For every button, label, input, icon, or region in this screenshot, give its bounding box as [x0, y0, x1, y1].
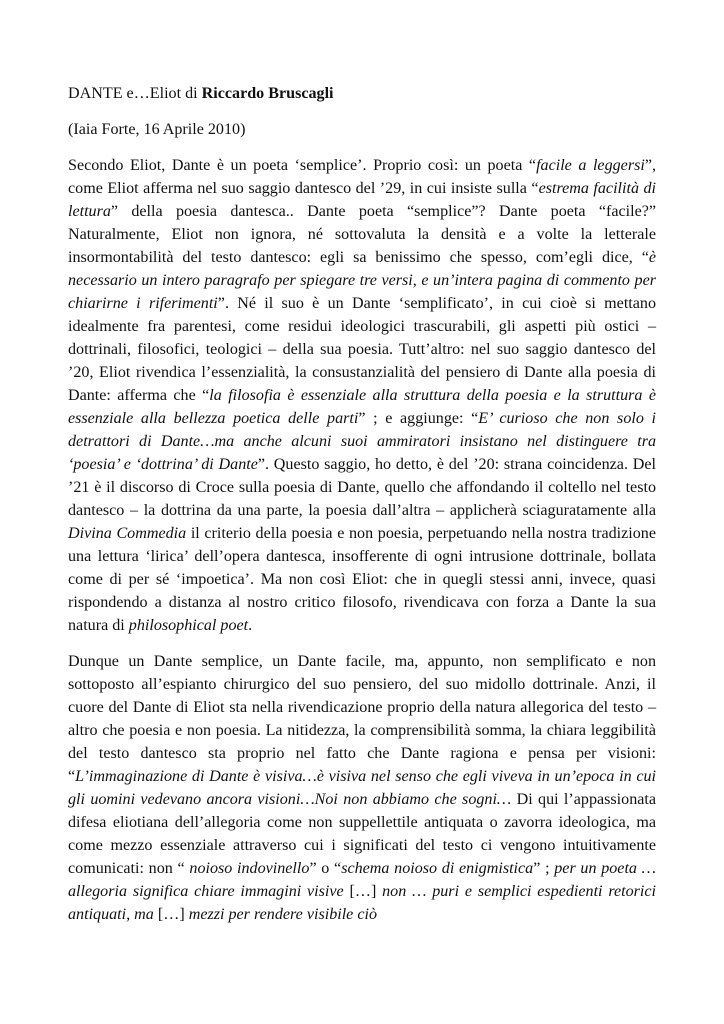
quote-run: E’ curioso che non solo i detrattori di Dante…ma anche alcuni suoi ammiratori insistano nel distinguere tra ‘poesia’ e ‘dottrina’ di Dante: [68, 410, 656, 473]
text-run: ” ; e aggiunge: “: [358, 410, 479, 427]
quote-run: la filosofia è essenziale alla struttura della poesia e la struttura è essenziale alla bellezza poetica delle parti: [68, 387, 656, 427]
text-run: […]: [153, 906, 189, 923]
text-run: Secondo Eliot, Dante è un poeta ‘semplice’. Proprio così: un poeta “: [68, 157, 537, 174]
work-title: Divina Commedia: [68, 525, 187, 542]
paragraph-1: [68, 154, 656, 637]
text-run: ”, come Eliot afferma nel suo saggio dantesco del ’29, in cui insiste sulla “: [68, 157, 656, 197]
text-run: ”. Questo saggio, ho detto, è del ’20: strana coincidenza. Del ’21 è il discorso di Croce sulla poesia di Dante, quello che affondando il coltello nel testo dantesco – la dottrina da una parte, la poesia dall’altra – applicherà sciaguratamente alla: [68, 456, 656, 519]
document-page: [68, 82, 656, 926]
document-subtitle: (Iaia Forte, 16 Aprile 2010): [68, 121, 246, 138]
quote-run: L’immaginazione di Dante è visiva…è visiva nel senso che egli viveva in un’epoca in cui gli uomini vedevano ancora visioni…Noi non abbiamo che sogni…: [68, 768, 656, 808]
paragraph-2: [68, 650, 656, 926]
text-run: il criterio della poesia e non poesia, perpetuando nella nostra tradizione una lettura ‘lirica’ dell’opera dantesca, insofferente di ogni intrusione dottrinale, bollata come di per sé ‘impoetica’. Ma non così Eliot: che in quegli stessi anni, invece, quasi rispondendo a distanza al nostro critico filosofo, rivendicava con forza a Dante la sua natura di: [68, 525, 656, 634]
text-run: ” o “: [309, 860, 342, 877]
quote-run: facile a leggersi: [536, 157, 645, 174]
quote-run: philosophical poet: [128, 617, 249, 634]
quote-run: mezzi per rendere visibile ciò: [188, 906, 378, 923]
quote-run: schema noioso di enigmistica: [341, 860, 534, 877]
text-run: ” ;: [533, 860, 555, 877]
text-run: ” della poesia dantesca.. Dante poeta “semplice”? Dante poeta “facile?” Naturalmente, Eliot non ignora, né sottovaluta la densità e a volte la letterale insormontabilità del testo dantesco: egli sa benissimo che spesso, com’egli dice, “: [68, 203, 656, 266]
quote-run: non … puri e semplici espedienti retorici antiquati, ma: [68, 883, 657, 923]
quote-run: è necessario un intero paragrafo per spiegare tre versi, e un’intera pagina di commento per chiarirne i riferimenti: [68, 249, 656, 312]
text-run: .: [248, 617, 253, 634]
title-prefix: DANTE e…Eliot di: [68, 85, 202, 102]
text-run: ”. Né il suo è un Dante ‘semplificato’, in cui cioè si mettano idealmente fra parentesi, come residui ideologici trascurabili, gli aspetti più ostici – dottrinali, filosofici, teologici – della sua poesia. Tutt’altro: nel suo saggio dantesco del ’20, Eliot rivendica l’essenzialità, la consustanzialità del pensiero di Dante alla poesia di Dante: afferma che “: [68, 295, 656, 404]
quote-run: noioso indovinello: [189, 860, 310, 877]
quote-run: per un poeta … allegoria significa chiare immagini visive: [68, 860, 656, 900]
document-title: [68, 82, 656, 105]
text-run: […]: [343, 883, 383, 900]
quote-run: estrema facilità di lettura: [68, 180, 657, 220]
title-author: Riccardo Bruscagli: [201, 85, 334, 102]
text-run: Di qui l’appassionata difesa eliotiana dell’allegoria come non suppellettile antiquata o zavorra ideologica, ma come mezzo essenziale attraverso cui i significati del testo ci vengono intuitivamente comunicati: non “: [68, 791, 656, 877]
text-run: Dunque un Dante semplice, un Dante facile, ma, appunto, non semplificato e non sottoposto all’espianto chirurgico del suo pensiero, del suo midollo dottrinale. Anzi, il cuore del Dante di Eliot sta nella rivendicazione proprio della natura allegorica del testo – altro che poesia e non poesia. La nitidezza, la comprensibilità somma, la chiara leggibilità del testo dantesco sta proprio nel fatto che Dante ragiona e pensa per visioni: “: [68, 653, 656, 785]
